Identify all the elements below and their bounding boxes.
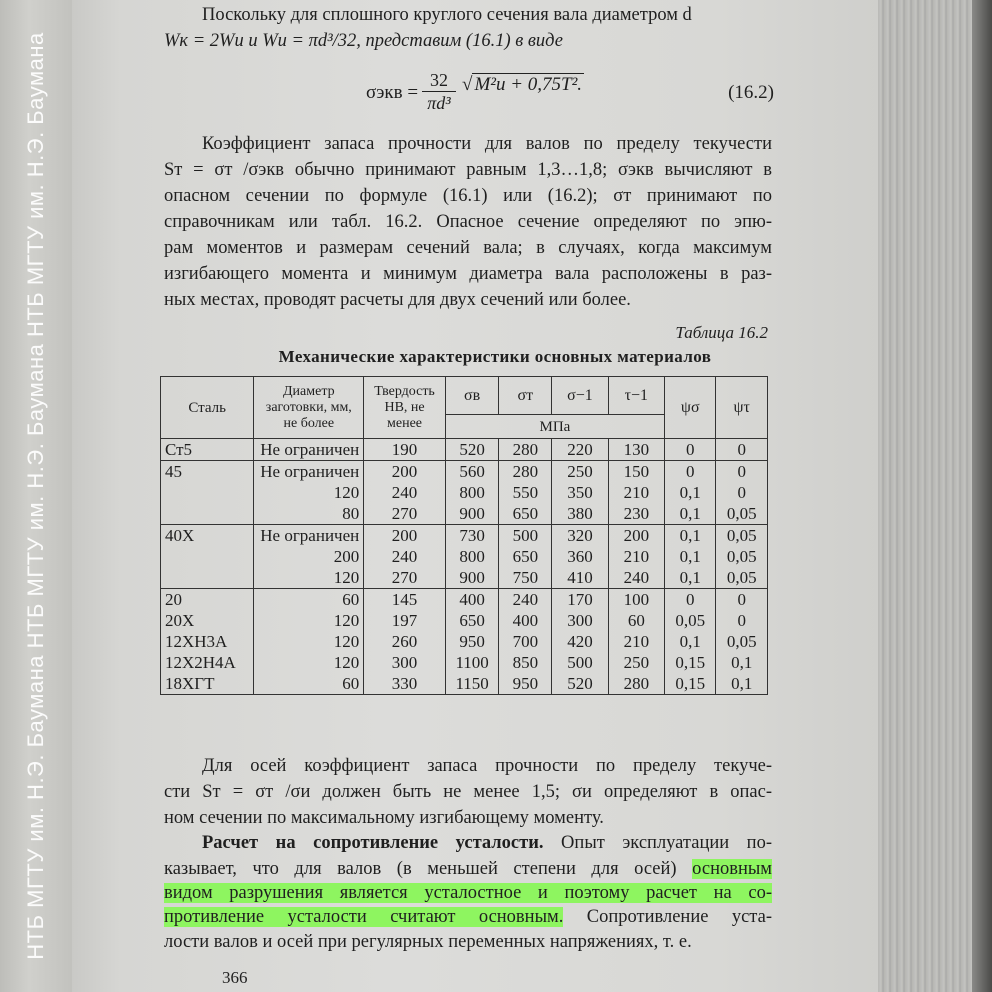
formula-lhs: σэкв =	[366, 82, 419, 103]
tau-minus1-cell	[608, 439, 664, 461]
cell-value: 0	[737, 611, 746, 630]
cell-value: 145	[391, 590, 418, 609]
sigma-t-cell	[499, 439, 552, 461]
cell-value: 950	[512, 674, 539, 693]
book-spine-shadow	[972, 0, 992, 992]
cell-value: 0,15	[675, 674, 706, 693]
cell-value: 0	[686, 440, 695, 459]
cell-value: 250	[567, 462, 593, 481]
table-label: Таблица 16.2	[675, 323, 768, 342]
cell-value: 210	[623, 632, 650, 651]
library-watermark: НТБ МГТУ им. Н.Э. Баумана НТБ МГТУ им. Н.Э. Баумана НТБ МГТУ им. Н.Э. Баумана	[23, 32, 48, 960]
formula-radicand: M²и + 0,75T².	[474, 74, 583, 95]
para3-line-1-rest: Опыт эксплуатации по-	[543, 833, 772, 853]
tau-minus1-cell	[608, 589, 664, 695]
hardness-cell	[364, 525, 446, 589]
para3-line-4-plain: Сопротивление уста-	[563, 907, 772, 927]
para1-line-5: рам моментов и размерам сечений вала; в случаях, когда максимум	[164, 238, 772, 258]
formula-denominator: πd³	[427, 93, 451, 113]
cell-value: 18ХГТ	[165, 674, 215, 693]
psi-tau-cell	[716, 439, 768, 461]
formula-fraction	[422, 70, 456, 113]
cell-value: 0,05	[726, 632, 757, 651]
cell-value: 650	[512, 547, 539, 566]
cell-value: 520	[567, 674, 593, 693]
table-row-group	[161, 461, 768, 525]
cell-value: 200	[623, 526, 650, 545]
cell-value: 190	[391, 440, 418, 459]
diameter-cell	[254, 439, 364, 461]
cell-value: 0,1	[679, 632, 701, 651]
cell-value: 20	[165, 590, 182, 609]
cell-value: 850	[512, 653, 539, 672]
cell-value: 800	[459, 483, 485, 502]
para2-line-1: Для осей коэффициент запаса прочности по пределу текуче-	[202, 756, 772, 776]
cell-value: 400	[512, 611, 539, 630]
cell-value: 0,05	[675, 611, 706, 630]
cell-value: 0,05	[726, 504, 757, 523]
formula-number: (16.2)	[728, 82, 774, 103]
cell-value: 0	[737, 590, 746, 609]
cell-value: 100	[623, 590, 650, 609]
cell-value: 220	[567, 440, 593, 459]
col-header-steel: Сталь	[161, 377, 254, 439]
cell-value: 120	[333, 611, 360, 630]
para1-line-3: опасном сечении по формуле (16.1) или (16.2); σт принимают по	[164, 186, 772, 206]
cell-value: 12ХН3А	[165, 632, 228, 651]
table-row-group	[161, 525, 768, 589]
psi-sigma-cell	[665, 589, 716, 695]
para3-line-3	[164, 882, 772, 904]
cell-value: 80	[342, 504, 360, 523]
cell-value: 1150	[455, 674, 489, 693]
cell-value: 0,15	[675, 653, 706, 672]
cell-value: 0	[686, 590, 695, 609]
cell-value: 20Х	[165, 611, 195, 630]
intro-line-2: Wк = 2Wи и Wи = πd³/32, представим (16.1) в виде	[164, 31, 563, 51]
cell-value: 200	[391, 526, 418, 545]
cell-value: 0,1	[679, 483, 701, 502]
unit-header: МПа	[445, 415, 664, 439]
cell-value: 280	[623, 674, 650, 693]
cell-value: 650	[512, 504, 539, 523]
cell-value: 330	[391, 674, 418, 693]
para3-line-2-plain: казывает, что для валов (в меньшей степени для осей)	[164, 859, 693, 879]
cell-value: 250	[623, 653, 650, 672]
cell-value: 280	[512, 440, 539, 459]
psi-sigma-cell	[665, 525, 716, 589]
cell-value: 170	[567, 590, 593, 609]
cell-value: 700	[512, 632, 539, 651]
cell-value: 60	[627, 611, 645, 630]
para2-line-3: ном сечении по максимальному изгибающему моменту.	[164, 808, 604, 828]
sigma-minus1-cell	[552, 461, 608, 525]
page-number: 366	[222, 968, 248, 987]
para3-line-1	[202, 832, 772, 854]
cell-value: 560	[459, 462, 485, 481]
hardness-cell	[364, 589, 446, 695]
cell-value: 900	[459, 504, 485, 523]
cell-value: 0	[737, 462, 746, 481]
cell-value: 197	[391, 611, 418, 630]
book-page	[72, 0, 878, 992]
table-row-group	[161, 439, 768, 461]
cell-value: 0,1	[679, 568, 701, 587]
para1-line-2: Sт = σт /σэкв обычно принимают равным 1,3…1,8; σэкв вычисляют в	[164, 160, 772, 180]
col-header-sigma-minus1: σ−1	[552, 377, 608, 415]
cell-value: 120	[333, 568, 360, 587]
cell-value: 240	[391, 483, 418, 502]
steel-cell	[161, 439, 254, 461]
cell-value: 12Х2Н4А	[165, 653, 236, 672]
cell-value: 320	[567, 526, 593, 545]
cell-value: 750	[512, 568, 539, 587]
cell-value: 240	[391, 547, 418, 566]
col-header-sigma-v: σв	[445, 377, 499, 415]
cell-value: 380	[567, 504, 593, 523]
cell-value: 0,05	[726, 526, 757, 545]
cell-value: 360	[567, 547, 593, 566]
cell-value: 0,1	[679, 526, 701, 545]
sigma-v-cell	[445, 525, 499, 589]
cell-value: 270	[391, 504, 418, 523]
hardness-cell	[364, 439, 446, 461]
para1-line-6: изгибающего момента и минимум диаметра вала расположены в раз-	[164, 264, 772, 284]
sigma-v-cell	[445, 439, 499, 461]
cell-value: 120	[333, 653, 360, 672]
para1-line-7: ных местах, проводят расчеты для двух сечений или более.	[164, 290, 631, 310]
cell-value: 950	[459, 632, 485, 651]
sigma-minus1-cell	[552, 525, 608, 589]
cell-value: 130	[623, 440, 650, 459]
intro-line-1: Поскольку для сплошного круглого сечения вала диаметром d	[202, 5, 692, 25]
cell-value: 410	[567, 568, 593, 587]
diameter-cell	[254, 589, 364, 695]
cell-value: 270	[391, 568, 418, 587]
cell-value: 40Х	[165, 526, 195, 545]
col-header-sigma-t: σт	[499, 377, 552, 415]
cell-value: 240	[623, 568, 650, 587]
sigma-minus1-cell	[552, 439, 608, 461]
psi-tau-cell	[716, 461, 768, 525]
cell-value: 0,1	[679, 504, 701, 523]
col-header-psi-tau: ψτ	[716, 377, 768, 439]
cell-value: 0,05	[726, 547, 757, 566]
cell-value: 120	[333, 483, 360, 502]
psi-sigma-cell	[665, 439, 716, 461]
fraction-bar	[422, 91, 456, 92]
cell-value: 400	[459, 590, 485, 609]
cell-value: 240	[512, 590, 539, 609]
sigma-t-cell	[499, 589, 552, 695]
cell-value: Не ограничен	[260, 526, 360, 545]
sigma-minus1-cell	[552, 589, 608, 695]
cell-value: 200	[333, 547, 360, 566]
col-header-tau-minus1: τ−1	[608, 377, 664, 415]
materials-table	[160, 376, 768, 695]
cell-value: 300	[567, 611, 593, 630]
col-header-diameter: Диаметр заготовки, мм, не более	[254, 377, 364, 439]
cell-value: 200	[391, 462, 418, 481]
cell-value: 1100	[455, 653, 489, 672]
table-title: Механические характеристики основных материалов	[278, 347, 712, 366]
cell-value: 210	[623, 547, 650, 566]
tau-minus1-cell	[608, 525, 664, 589]
steel-cell	[161, 589, 254, 695]
cell-value: 650	[459, 611, 485, 630]
cell-value: Ст5	[165, 440, 193, 459]
cell-value: Не ограничен	[260, 462, 360, 481]
sigma-v-cell	[445, 589, 499, 695]
book-page-edges	[878, 0, 992, 992]
highlighted-text-1: основным	[692, 859, 772, 879]
cell-value: 0	[737, 440, 746, 459]
left-margin-strip	[0, 0, 72, 992]
cell-value: 0,1	[731, 674, 753, 693]
col-header-psi-sigma: ψσ	[665, 377, 716, 439]
cell-value: 500	[567, 653, 593, 672]
cell-value: 230	[623, 504, 650, 523]
table-row-group	[161, 589, 768, 695]
cell-value: 0	[686, 462, 695, 481]
col-header-hardness: Твердость НВ, не менее	[364, 377, 446, 439]
psi-tau-cell	[716, 589, 768, 695]
cell-value: 800	[459, 547, 485, 566]
cell-value: 120	[333, 632, 360, 651]
formula-sqrt: √ M²и + 0,75T².	[462, 74, 583, 95]
para2-line-2: сти Sт = σт /σи должен быть не менее 1,5; σи определяют в опас-	[164, 782, 772, 802]
highlighted-text-3: противление усталости считают основным.	[164, 907, 564, 927]
cell-value: 520	[459, 440, 485, 459]
psi-tau-cell	[716, 525, 768, 589]
para3-line-4	[164, 906, 772, 928]
cell-value: 900	[459, 568, 485, 587]
formula-16-2	[366, 70, 786, 116]
cell-value: 0	[737, 483, 746, 502]
cell-value: 350	[567, 483, 593, 502]
cell-value: Не ограничен	[260, 440, 360, 459]
cell-value: 730	[459, 526, 485, 545]
tau-minus1-cell	[608, 461, 664, 525]
cell-value: 300	[391, 653, 418, 672]
diameter-cell	[254, 461, 364, 525]
sigma-t-cell	[499, 525, 552, 589]
hardness-cell	[364, 461, 446, 525]
cell-value: 0,1	[679, 547, 701, 566]
para1-line-4: справочникам или табл. 16.2. Опасное сечение определяют по эпю-	[164, 212, 772, 232]
cell-value: 60	[342, 590, 360, 609]
table-body	[161, 439, 768, 695]
cell-value: 0,05	[726, 568, 757, 587]
cell-value: 60	[342, 674, 360, 693]
formula-numerator: 32	[430, 70, 448, 90]
cell-value: 550	[512, 483, 539, 502]
para1-line-1: Коэффициент запаса прочности для валов по пределу текучести	[202, 134, 772, 154]
sigma-v-cell	[445, 461, 499, 525]
diameter-cell	[254, 525, 364, 589]
cell-value: 0,1	[731, 653, 753, 672]
para3-heading: Расчет на сопротивление усталости.	[202, 833, 544, 853]
para3-line-5: лости валов и осей при регулярных переменных напряжениях, т. е.	[164, 932, 692, 952]
highlighted-text-2: видом разрушения является усталостное и поэтому расчет на со-	[164, 883, 772, 903]
cell-value: 150	[623, 462, 650, 481]
steel-cell	[161, 461, 254, 525]
cell-value: 500	[512, 526, 539, 545]
cell-value: 280	[512, 462, 539, 481]
steel-cell	[161, 525, 254, 589]
sigma-t-cell	[499, 461, 552, 525]
cell-value: 210	[623, 483, 650, 502]
cell-value: 420	[567, 632, 593, 651]
para3-line-2	[164, 858, 772, 880]
psi-sigma-cell	[665, 461, 716, 525]
cell-value: 45	[165, 462, 182, 481]
cell-value: 260	[391, 632, 418, 651]
